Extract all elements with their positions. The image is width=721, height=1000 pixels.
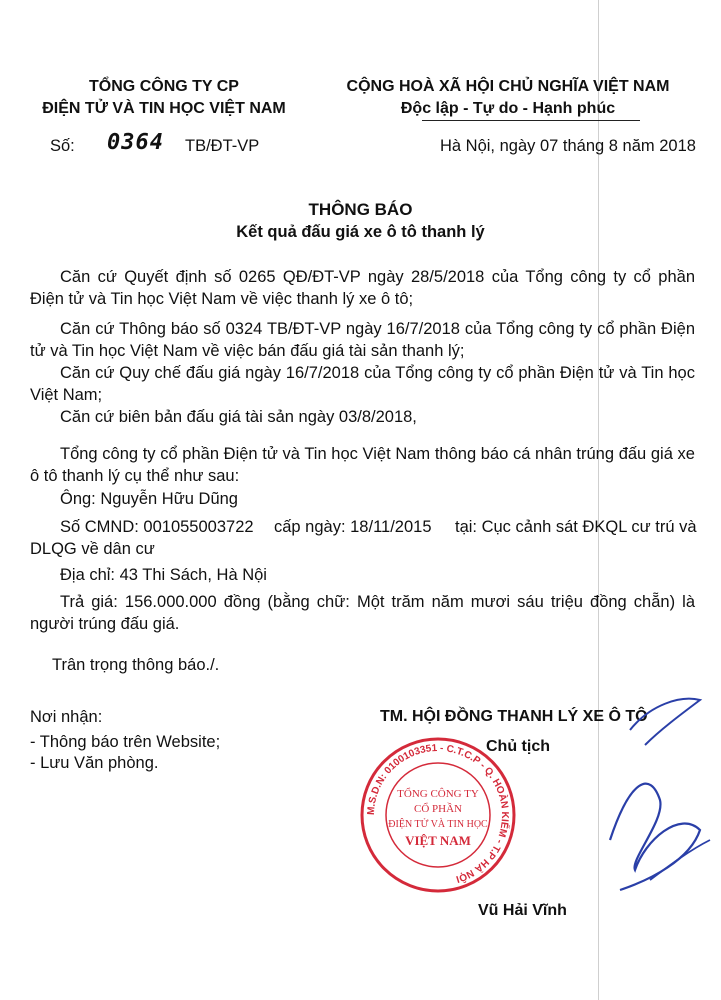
recipients-label: Nơi nhận: [30,708,103,726]
winning-price: Trả giá: 156.000.000 đồng (bằng chữ: Một trăm năm mươi sáu triệu đồng chẵn) là người trúng đấu giá. [30,593,695,633]
council-title: TM. HỘI ĐỒNG THANH LÝ XE Ô TÔ [380,708,648,725]
handwritten-signature [590,690,720,930]
seal-outer-text: M.S.D.N: 0100103351 - C.T.C.P - Q. HOÀN KIẾM - T.P HÀ NỘI [365,742,511,885]
recipient-item: - Lưu Văn phòng. [30,754,159,772]
id-issue-place-cont: DLQG về dân cư [30,540,155,558]
org-line-2: ĐIỆN TỬ VÀ TIN HỌC VIỆT NAM [42,100,286,117]
document-number: 0364 [107,130,164,155]
seal-line-3: ĐIỆN TỬ VÀ TIN HỌC [388,819,488,830]
address: Địa chỉ: 43 Thi Sách, Hà Nội [60,566,267,584]
nation-header [318,76,698,120]
paragraph-basis-3: Căn cứ Quy chế đấu giá ngày 16/7/2018 của Tổng công ty cổ phần Điện tử và Tin học Việt Nam; [30,364,695,404]
paragraph-basis-4: Căn cứ biên bản đấu giá tài sản ngày 03/8/2018, [60,408,417,426]
paragraph-announcement: Tổng công ty cổ phần Điện tử và Tin học Việt Nam thông báo cá nhân trúng đấu giá xe ô tô thanh lý cụ thể như sau: [30,445,695,485]
date-line: Hà Nội, ngày 07 tháng 8 năm 2018 [440,137,696,155]
signer-name: Vũ Hải Vĩnh [478,902,567,919]
recipient-item: - Thông báo trên Website; [30,733,221,751]
number-label: Số: [50,137,75,155]
motto: Độc lập - Tự do - Hạnh phúc [400,100,616,117]
seal-line-2: CỔ PHẦN [414,803,462,815]
document-title: THÔNG BÁO [308,200,413,219]
document-subtitle: Kết quả đấu giá xe ô tô thanh lý [236,223,485,241]
winner-name: Ông: Nguyễn Hữu Dũng [60,490,238,508]
company-seal [358,735,518,895]
paragraph-basis-2: Căn cứ Thông báo số 0324 TB/ĐT-VP ngày 16/7/2018 của Tổng công ty cổ phần Điện tử và Tin học Việt Nam về việc bán đấu giá tài sản thanh lý; [30,320,695,360]
id-issue-place: tại: Cục cảnh sát ĐKQL cư trú và [455,518,697,536]
closing-line: Trân trọng thông báo./. [52,656,220,674]
paragraph-basis-1: Căn cứ Quyết định số 0265 QĐ/ĐT-VP ngày 28/5/2018 của Tổng công ty cổ phần Điện tử và Tin học Việt Nam về việc thanh lý xe ô tô; [30,268,695,308]
document-code: TB/ĐT-VP [185,137,260,155]
seal-line-4: VIỆT NAM [405,833,471,848]
organization-header [30,76,298,120]
seal-line-1: TỔNG CÔNG TY [397,788,479,800]
nation-line-1: CỘNG HOÀ XÃ HỘI CHỦ NGHĨA VIỆT NAM [346,78,670,95]
org-line-1: TỔNG CÔNG TY CP [89,78,239,95]
id-number: Số CMND: 001055003722 [60,518,254,536]
id-issue-date: cấp ngày: 18/11/2015 [274,518,432,536]
chairman-title: Chủ tịch [486,738,550,755]
motto-underline [422,120,640,121]
